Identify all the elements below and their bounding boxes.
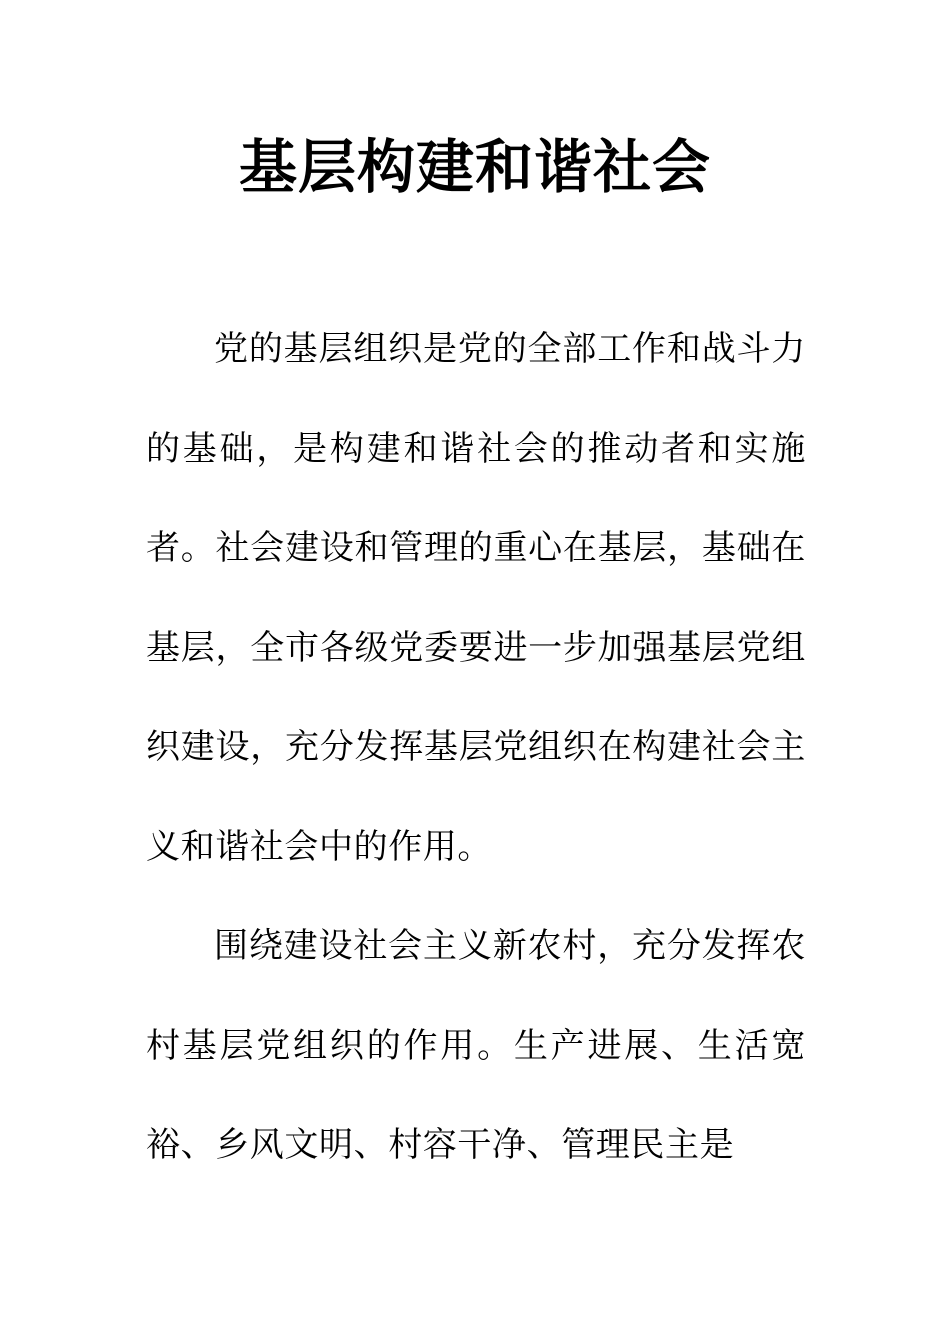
document-title: 基层构建和谐社会 bbox=[238, 133, 711, 201]
paragraph-2: 围绕建设社会主义新农村，充分发挥农村基层党组织的作用。生产进展、生活宽裕、乡风文明、村容干净、管理民主是 bbox=[146, 926, 806, 1165]
paragraph-1: 党的基层组织是党的全部工作和战斗力的基础，是构建和谐社会的推动者和实施者。社会建设和管理的重心在基层，基础在基层，全市各级党委要进一步加强基层党组织建设，充分发挥基层党组织在构建社会主义和谐社会中的作用。 bbox=[146, 329, 806, 867]
document-body bbox=[146, 300, 806, 1196]
